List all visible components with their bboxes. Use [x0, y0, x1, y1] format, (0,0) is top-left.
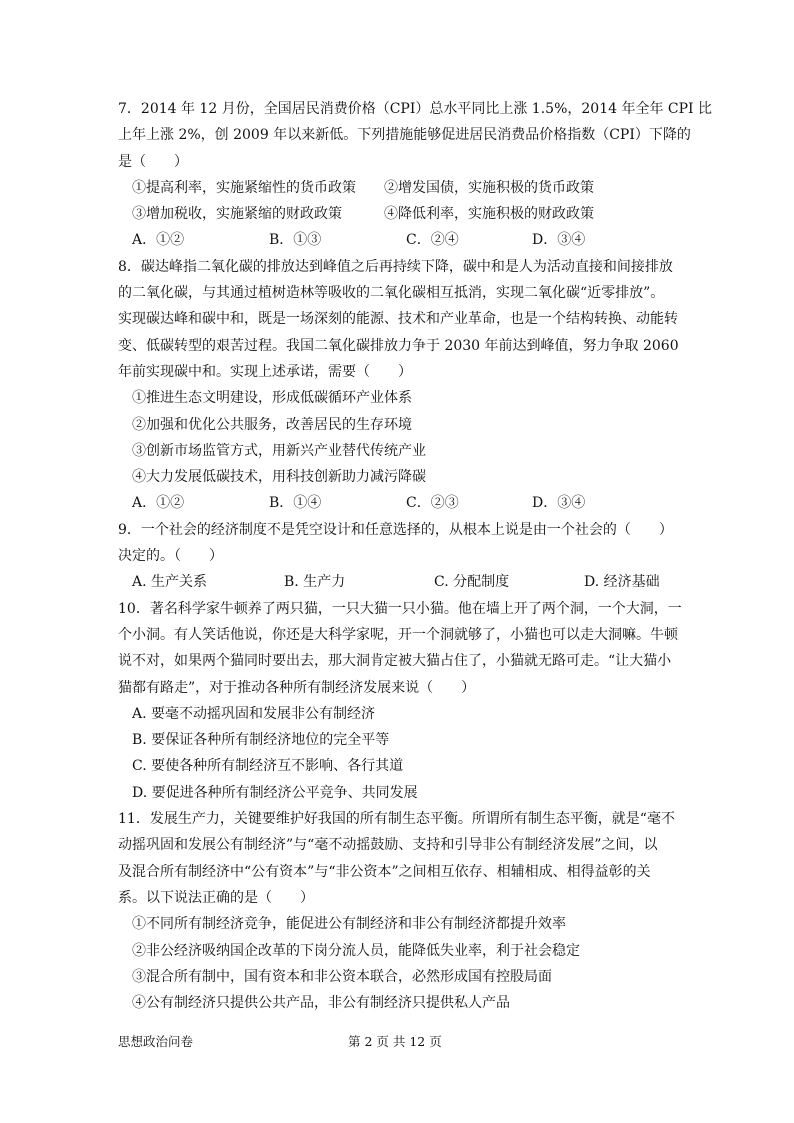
statement-3: ③创新市场监管方式，用新兴产业替代传统产业: [132, 442, 426, 459]
choice-d: D. 要促进各种所有制经济公平竞争、共同发展: [132, 784, 418, 801]
question-10-stem-line: 猫都有路走”，对于推动各种所有制经济发展来说（ ）: [118, 679, 476, 696]
footer-page-number: 第 2 页 共 12 页: [348, 1034, 442, 1049]
question-7: [118, 96, 713, 254]
question-8: [118, 254, 678, 517]
question-8-stem-line: 年前实现碳中和。实现上述承诺，需要（ ）: [118, 363, 412, 380]
statement-4: ④公有制经济只提供公共产品，非公有制经济只提供私人产品: [132, 995, 510, 1012]
question-11-stem-line: 11．发展生产力，关键要维护好我国的所有制生态平衡。所谓所有制生态平衡，就是“毫不: [118, 811, 675, 828]
question-11-stem-line: 及混合所有制经济中“公有资本”与“非公资本”之间相互依存、相辅相成、相得益彰的关: [118, 863, 651, 880]
question-9-choices: [118, 569, 678, 595]
question-10-stem-line: 10．著名科学家牛顿养了两只猫，一只大猫一只小猫。他在墙上开了两个洞，一个大洞，一: [118, 600, 682, 617]
choice-b: B. 生产力: [284, 574, 346, 591]
statement-4: ④降低利率，实施积极的财政政策: [384, 206, 594, 223]
question-9-stem-line: 决定的。（ ）: [118, 548, 223, 565]
question-9-stem-line: 9．一个社会的经济制度不是凭空设计和任意选择的，从根本上说是由一个社会的（ ）: [118, 521, 673, 538]
question-10-stem-line: 说不对，如果两个猫同时要出去，那大洞肯定被大猫占住了，小猫就无路可走。“让大猫小: [118, 653, 672, 670]
question-7-statements: [118, 175, 678, 228]
statement-1: ①提高利率，实施紧缩性的货币政策: [132, 179, 356, 196]
page-footer: [118, 1032, 678, 1052]
statement-1: ①不同所有制经济竞争，能促进公有制经济和非公有制经济都提升效率: [132, 916, 566, 933]
choice-a: A. 生产关系: [132, 574, 208, 591]
question-7-stem-line: 7．2014 年 12 月份，全国居民消费价格（CPI）总水平同比上涨 1.5%，2014 年全年 CPI 比: [118, 101, 713, 117]
question-11-stem-line: 系。以下说法正确的是（ ）: [118, 889, 314, 906]
footer-subject: 思想政治问卷: [118, 1034, 194, 1049]
choice-b: B. 要保证各种所有制经济地位的完全平等: [132, 732, 390, 749]
statement-3: ③混合所有制中，国有资本和非公资本联合，必然形成国有控股局面: [132, 968, 552, 985]
statement-4: ④大力发展低碳技术，用科技创新助力减污降碳: [132, 469, 426, 486]
question-10: [118, 596, 682, 806]
choice-d: D．③④: [532, 495, 586, 512]
statement-2: ②加强和优化公共服务，改善居民的生存环境: [132, 416, 412, 433]
question-7-stem-line: 上年上涨 2%，创 2009 年以来新低。下列措施能够促进居民消费品价格指数（CPI）下降的: [118, 127, 691, 144]
choice-d: D．③④: [532, 232, 586, 249]
choice-c: C. 要使各种所有制经济互不影响、各行其道: [132, 758, 404, 775]
question-11-stem-line: 动摇巩固和发展公有制经济”与“毫不动摇鼓励、支持和引导非公有制经济发展”之间，以: [118, 837, 658, 854]
statement-2: ②非公经济吸纳国企改革的下岗分流人员，能降低失业率，利于社会稳定: [132, 942, 580, 959]
question-content: [118, 96, 713, 1016]
choice-a: A. 要毫不动摇巩固和发展非公有制经济: [132, 705, 376, 722]
question-8-stem-line: 8．碳达峰指二氧化碳的排放达到峰值之后再持续下降，碳中和是人为活动直接和间接排放: [118, 258, 673, 275]
choice-b: B．①④: [269, 495, 322, 512]
choice-a: A．①②: [132, 495, 185, 512]
question-8-choices: [118, 490, 678, 516]
question-8-stem-line: 的二氧化碳，与其通过植树造林等吸收的二氧化碳相互抵消，实现二氧化碳“近零排放”。: [118, 285, 665, 302]
question-11: [118, 806, 678, 1016]
choice-c: C．②③: [406, 495, 459, 512]
choice-b: B．①③: [269, 232, 322, 249]
statement-3: ③增加税收，实施紧缩的财政政策: [132, 206, 342, 223]
question-8-stem-line: 变、低碳转型的艰苦过程。我国二氧化碳排放力争于 2030 年前达到峰值，努力争取 2060: [118, 337, 679, 354]
question-7-stem-line: 是（ ）: [118, 153, 188, 170]
question-10-stem-line: 个小洞。有人笑话他说，你还是大科学家呢，开一个洞就够了，小猫也可以走大洞嘛。牛顿: [118, 626, 678, 643]
question-7-choices: [118, 227, 678, 253]
choice-c: C. 分配制度: [434, 574, 510, 591]
choice-c: C．②④: [406, 232, 459, 249]
statement-1: ①推进生态文明建设，形成低碳循环产业体系: [132, 390, 412, 407]
choice-d: D. 经济基础: [584, 574, 660, 591]
question-9: [118, 517, 678, 596]
choice-a: A．①②: [132, 232, 185, 249]
question-8-stem-line: 实现碳达峰和碳中和，既是一场深刻的能源、技术和产业革命，也是一个结构转换、动能转: [118, 311, 678, 328]
statement-2: ②增发国债，实施积极的货币政策: [384, 179, 594, 196]
